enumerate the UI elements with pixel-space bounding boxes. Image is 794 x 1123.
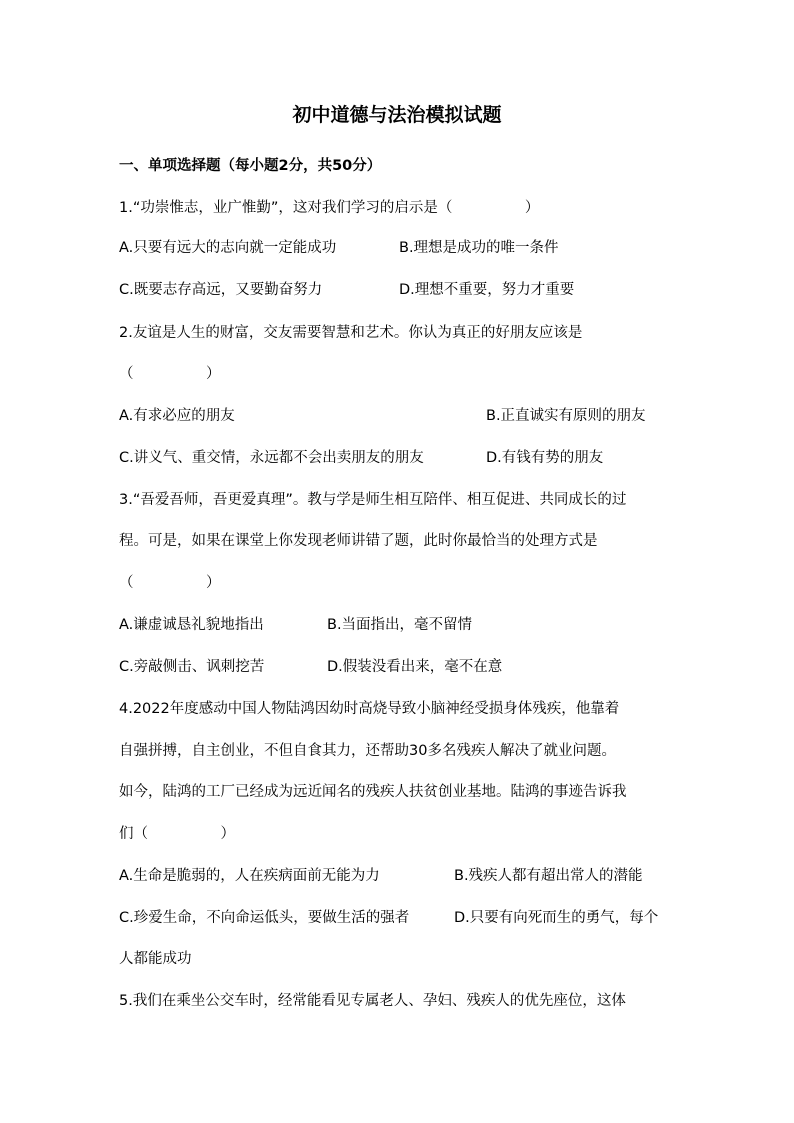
- question-4-option-d[interactable]: D.只要有向死而生的勇气，每个: [454, 910, 659, 926]
- question-1-option-c[interactable]: C.既要志存高远，又要勤奋努力: [119, 282, 323, 298]
- question-4-options-row-1: [119, 866, 679, 886]
- question-1-option-a[interactable]: A.只要有远大的志向就一定能成功: [119, 240, 337, 256]
- question-1-stem: 1.“功崇惟志，业广惟勤”，这对我们学习的启示是（ ）: [119, 200, 540, 216]
- question-2-option-a[interactable]: A.有求必应的朋友: [119, 408, 235, 424]
- question-4-stem-line-1: 4.2022年度感动中国人物陆鸿因幼时高烧导致小脑神经受损身体残疾，他靠着: [119, 701, 620, 717]
- question-1-options-row-2: [119, 280, 679, 300]
- question-3-option-d[interactable]: D.假装没看出来，毫不在意: [327, 659, 503, 675]
- question-3-stem-line-3: （ ）: [119, 575, 221, 591]
- question-2-option-b[interactable]: B.正直诚实有原则的朋友: [486, 408, 646, 424]
- question-3-option-a[interactable]: A.谦虚诚恳礼貌地指出: [119, 617, 264, 633]
- question-1-options-row-1: [119, 238, 679, 258]
- question-4-stem-line-2: 自强拼搏，自主创业，不但自食其力，还帮助30多名残疾人解决了就业问题。: [119, 743, 616, 759]
- question-4-option-a[interactable]: A.生命是脆弱的，人在疾病面前无能为力: [119, 868, 380, 884]
- question-4-option-c[interactable]: C.珍爱生命，不向命运低头，要做生活的强者: [119, 910, 410, 926]
- question-1-option-d[interactable]: D.理想不重要，努力才重要: [399, 282, 575, 298]
- question-4-option-b[interactable]: B.残疾人都有超出常人的潜能: [454, 868, 643, 884]
- question-3-stem-line-1: 3.“吾爱吾师，吾更爱真理”。教与学是师生相互陪伴、相互促进、共同成长的过: [119, 492, 627, 508]
- question-3-stem-line-2: 程。可是，如果在课堂上你发现老师讲错了题，此时你最恰当的处理方式是: [119, 533, 598, 549]
- question-3-option-b[interactable]: B.当面指出，毫不留情: [327, 617, 473, 633]
- question-4-options-row-2: [119, 908, 679, 928]
- question-2-option-d[interactable]: D.有钱有势的朋友: [486, 450, 604, 466]
- question-2-stem-line-2: （ ）: [119, 366, 221, 382]
- question-3-options-row-2: [119, 657, 679, 677]
- question-4-option-d-continuation: 人都能成功: [119, 951, 192, 967]
- question-4-stem-line-4: 们（ ）: [119, 826, 235, 842]
- question-1-option-b[interactable]: B.理想是成功的唯一条件: [399, 240, 559, 256]
- question-2-option-c[interactable]: C.讲义气、重交情，永远都不会出卖朋友的朋友: [119, 450, 424, 466]
- question-5-stem-line-1: 5.我们在乘坐公交车时，经常能看见专属老人、孕妇、残疾人的优先座位，这体: [119, 993, 626, 1009]
- question-2-options-row-1: [119, 406, 679, 426]
- section-heading: 一、单项选择题（每小题2分，共50分）: [119, 158, 382, 174]
- question-2-options-row-2: [119, 448, 679, 468]
- question-3-option-c[interactable]: C.旁敲侧击、讽刺挖苦: [119, 659, 265, 675]
- question-4-stem-line-3: 如今，陆鸿的工厂已经成为远近闻名的残疾人扶贫创业基地。陆鸿的事迹告诉我: [119, 784, 627, 800]
- question-3-options-row-1: [119, 615, 679, 635]
- page-title: 初中道德与法治模拟试题: [292, 104, 502, 126]
- question-2-stem-line-1: 2.友谊是人生的财富，交友需要智慧和艺术。你认为真正的好朋友应该是: [119, 325, 583, 341]
